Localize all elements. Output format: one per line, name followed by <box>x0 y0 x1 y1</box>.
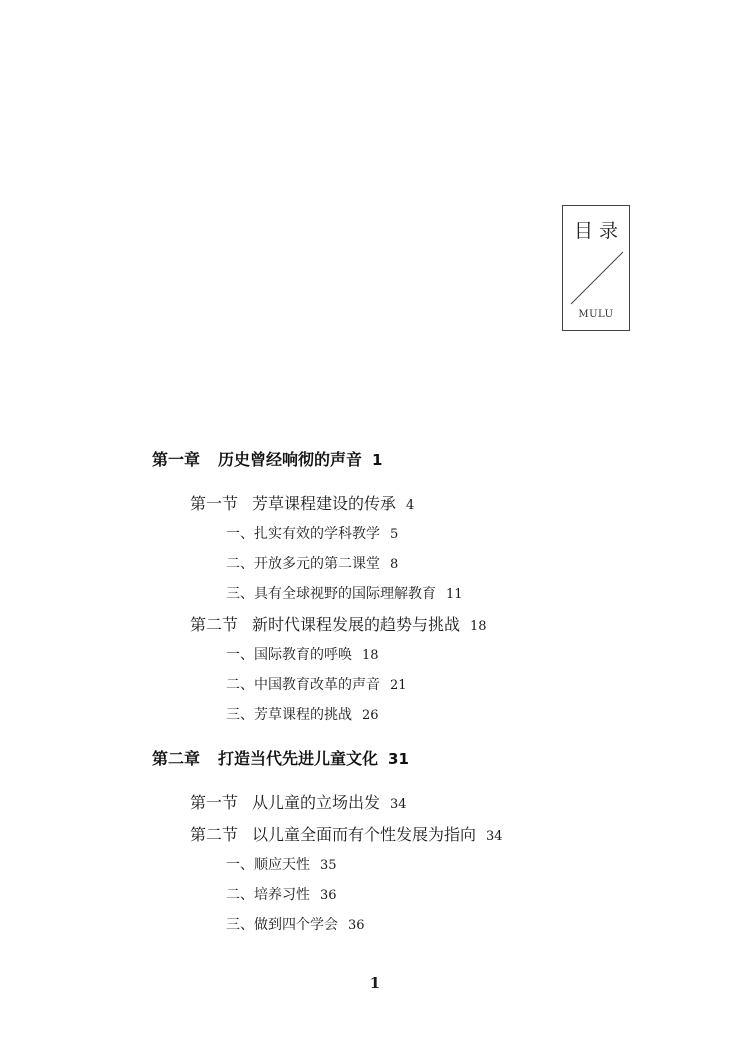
toc-chapter-row <box>152 751 409 767</box>
toc-item-row <box>226 587 463 601</box>
toc-item-row <box>226 557 398 571</box>
toc-item-row <box>226 708 379 722</box>
toc-section-title: 以儿童全面而有个性发展为指向 <box>252 825 477 844</box>
toc-section-row <box>190 496 414 512</box>
toc-item-title: 扎实有效的学科教学 <box>254 526 380 542</box>
toc-item-label: 一、 <box>226 857 254 873</box>
toc-page-number: 34 <box>390 797 407 812</box>
toc-page-number: 31 <box>388 750 409 768</box>
toc-item-label: 三、 <box>226 917 254 933</box>
toc-chapter-label: 第一章 <box>152 450 201 469</box>
toc-page-number: 36 <box>320 888 337 903</box>
toc-chapter-title: 打造当代先进儿童文化 <box>218 749 379 768</box>
toc-page-number: 8 <box>390 557 399 572</box>
toc-page-number: 11 <box>446 587 463 602</box>
toc-chapter-title: 历史曾经响彻的声音 <box>218 450 363 469</box>
toc-item-row <box>226 918 365 932</box>
toc-section-label: 第一节 <box>190 793 239 812</box>
toc-section-row <box>190 795 407 811</box>
diagonal-line-icon <box>569 250 625 306</box>
toc-badge <box>562 205 630 331</box>
toc-item-title: 具有全球视野的国际理解教育 <box>254 586 436 602</box>
toc-page-number: 36 <box>348 918 365 933</box>
toc-item-title: 顺应天性 <box>254 857 310 873</box>
toc-item-row <box>226 888 337 902</box>
toc-item-label: 三、 <box>226 586 254 602</box>
toc-item-title: 芳草课程的挑战 <box>254 707 352 723</box>
toc-item-label: 二、 <box>226 677 254 693</box>
toc-section-label: 第二节 <box>190 825 239 844</box>
toc-page-number: 35 <box>320 858 337 873</box>
badge-title: 目录 <box>573 220 624 242</box>
toc-section-title: 从儿童的立场出发 <box>252 793 381 812</box>
toc-page-number: 4 <box>406 498 415 513</box>
toc-item-title: 开放多元的第二课堂 <box>254 556 380 572</box>
toc-item-title: 国际教育的呼唤 <box>254 647 352 663</box>
toc-page-number: 21 <box>390 678 407 693</box>
toc-item-label: 一、 <box>226 526 254 542</box>
toc-section-row <box>190 827 503 843</box>
toc-page-number: 18 <box>470 619 487 634</box>
toc-item-title: 培养习性 <box>254 887 310 903</box>
toc-section-row <box>190 617 487 633</box>
toc-section-label: 第一节 <box>190 494 239 513</box>
toc-item-title: 中国教育改革的声音 <box>254 677 380 693</box>
toc-chapter-label: 第二章 <box>152 749 201 768</box>
toc-page-number: 34 <box>486 829 503 844</box>
toc-item-row <box>226 858 337 872</box>
toc-item-row <box>226 527 398 541</box>
toc-item-title: 做到四个学会 <box>254 917 338 933</box>
toc-section-title: 新时代课程发展的趋势与挑战 <box>252 615 461 634</box>
toc-item-row <box>226 648 379 662</box>
toc-item-label: 一、 <box>226 647 254 663</box>
toc-page-number: 1 <box>372 451 383 469</box>
toc-page-number: 26 <box>362 708 379 723</box>
toc-section-title: 芳草课程建设的传承 <box>252 494 397 513</box>
toc-page-number: 5 <box>390 527 399 542</box>
badge-subtitle: MULU <box>578 309 614 320</box>
toc-section-label: 第二节 <box>190 615 239 634</box>
page-number: 1 <box>369 974 381 992</box>
toc-item-row <box>226 678 407 692</box>
toc-page-number: 18 <box>362 648 379 663</box>
toc-item-label: 三、 <box>226 707 254 723</box>
toc-chapter-row <box>152 452 382 468</box>
toc-item-label: 二、 <box>226 556 254 572</box>
toc-item-label: 二、 <box>226 887 254 903</box>
